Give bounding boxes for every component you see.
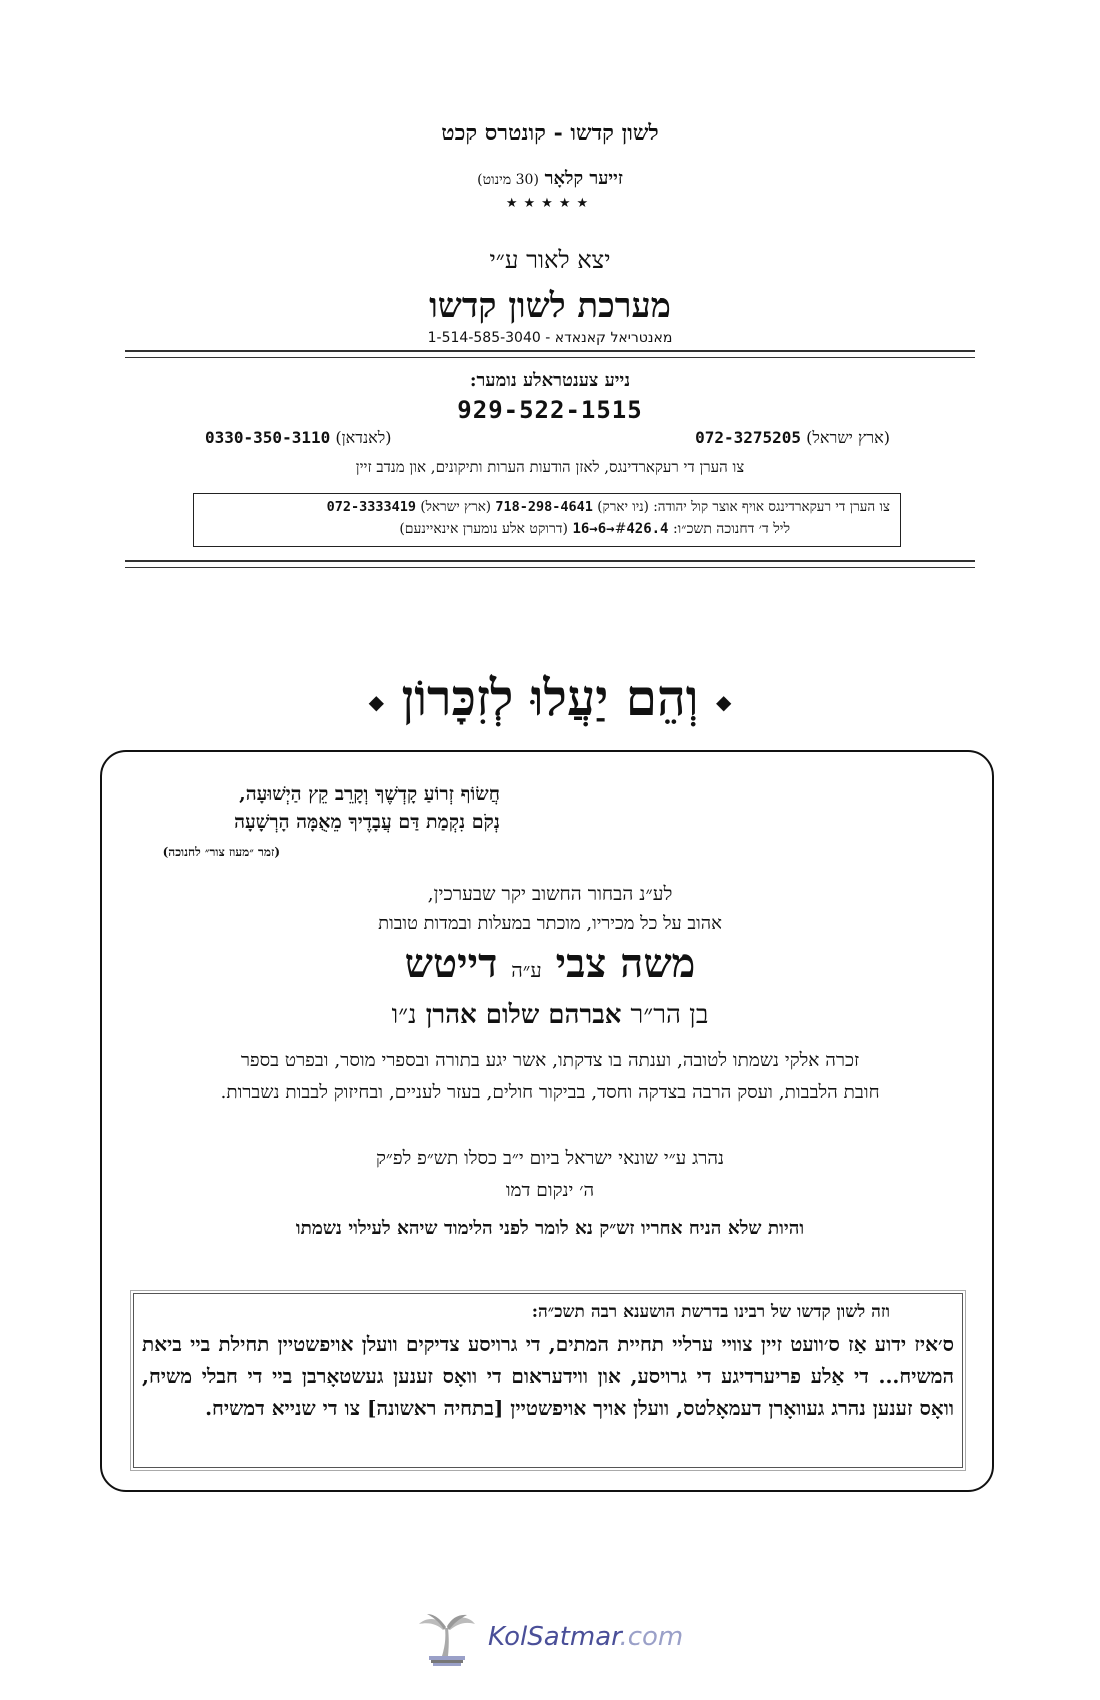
murder-date: נהרג ע״י שונאי ישראל ביום י״ב כסלו תש״פ לפ״ק: [375, 1148, 724, 1169]
logo-wordmark: [488, 1622, 683, 1652]
headline-text: וְהֵם יַעֲלוּ לְזִכָּרוֹן: [401, 668, 699, 727]
name-honorific: ע״ה: [511, 958, 542, 982]
info-line-2: [399, 521, 790, 538]
info-code: 426.4→6→16: [572, 521, 669, 537]
header-divider-top: [125, 350, 975, 358]
phone-london-label: (לאנדאן): [335, 428, 392, 447]
palm-tree-books-icon: [415, 1612, 479, 1667]
diamond-icon: ◆: [715, 690, 732, 714]
name-first: משה צבי: [555, 940, 696, 987]
info-ny-number: 718-298-4641: [495, 499, 593, 515]
info-line-1: [327, 499, 890, 515]
father-prefix: בן הר״ר: [630, 1000, 709, 1030]
deceased-name: [0, 940, 1100, 987]
praise-text: זכרה אלקי נשמתו לטובה, וענתה בו צדקתו, אשר יגע בתורה ובספרי מוסר, ובפרט בספר חובת הלבבות, ועסק הרבה בצדקה וחסד, בביקור חולים, בעזר לעניים, ובחיזוק לבבות נשברות.: [220, 1050, 880, 1103]
kaddish-request: והיות שלא הניח אחריו זש״ק נא לומר לפני הלימוד שיהא לעילוי נשמתו: [295, 1218, 805, 1239]
avenge-line: ה׳ ינקום דמו: [505, 1180, 595, 1201]
dedication-line-2: אהוב על כל מכיריו, מוכתר במעלות ובמדות טובות: [378, 913, 722, 934]
quote-body: ס׳איז ידוע אַז ס׳וועט זיין צוויי ערליי תחיית המתים, די גרויסע צדיקים וועלן אויפשטיין תחילת ביי ביאת המשיח... די אַלע פריערדיגע די גרויסע, און ווידעראום די וואָס זענען געשטאָרבן ביי די חבלי משיח, וואָס זענען נהרג געוואָרן דעמאָלטס, וועלן אויך אויפשטיין [בתחיה ראשונה] צו די שנייא דמשיח.: [142, 1332, 954, 1420]
published-by: יצא לאור ע״י: [489, 246, 611, 274]
booklet-subtitle: [0, 168, 1100, 189]
phone-israel: [695, 428, 890, 448]
kolsatmar-logo: [415, 1612, 695, 1667]
logo-domain: .com: [619, 1622, 684, 1652]
hotline-number: 929-522-1515: [457, 396, 643, 424]
father-name: [0, 1000, 1100, 1030]
hotline-label: נייע צענטראלע נומער:: [469, 370, 631, 391]
dedication-line-1: לע״נ הבחור החשוב יקר שבערכין,: [427, 883, 673, 905]
subtitle-duration: (30 מינוט): [477, 172, 539, 188]
stars-divider: ★★★★★: [505, 196, 595, 211]
father-suffix: נ״ו: [391, 1000, 417, 1030]
father-name-text: אברהם שלום אהרן: [425, 1000, 622, 1030]
logo-name: KolSatmar: [488, 1622, 620, 1652]
quote-heading: וזה לשון קדשו של רבינו בדרשת הושענא רבה תשכ״ה:: [531, 1302, 890, 1322]
info-line-1-text: צו הערן די רעקארדינגס אויף אוצר קול יהודה: (ניו יארק): [597, 499, 890, 515]
subtitle-name: זייער קלאָר: [544, 168, 623, 189]
phone-israel-label: (ארץ ישראל): [806, 428, 890, 447]
poem-line-2: נְקֹם נִקְמַת דַּם עֲבָדֶיךָ מֵאֻמָּה הָרְשָׁעָה: [234, 811, 500, 833]
headline: [0, 668, 1100, 727]
poem-source: (זמר ״מעוז צור״ לחנוכה): [162, 845, 280, 859]
phone-london: [205, 428, 391, 448]
phone-israel-number: 072-3275205: [695, 428, 802, 447]
name-last: דייטש: [404, 940, 498, 987]
info-line-2-note: (דרוקט אלע נומערן אינאיינעם): [399, 521, 568, 537]
hotline-note: צו הערן די רעקארדינגס, לאזן הודעות הערות ותיקונים, און מנדב זיין: [355, 458, 745, 476]
poem-line-1: חֲשׂוֹף זְרוֹעַ קָדְשֶׁךָ וְקָרֵב קֵץ הַיְשׁוּעָה,: [239, 783, 500, 805]
header-divider-bottom: [125, 560, 975, 568]
poem: [234, 780, 500, 836]
info-il-label: (ארץ ישראל): [420, 499, 492, 515]
booklet-title: לשון קדשו - קונטרס קכט: [441, 120, 659, 146]
diamond-icon: ◆: [368, 690, 385, 714]
recordings-info-box: [193, 493, 901, 547]
publisher-name: מערכת לשון קדשו: [429, 286, 671, 326]
info-il-number: 072-3333419: [326, 499, 417, 515]
publisher-address: מאנטריאל קאנאדא - 1-514-585-3040: [427, 330, 673, 346]
phone-london-number: 0330-350-3110: [205, 428, 331, 447]
info-line-2-text: ליל ד׳ דחנוכה תשכ״ו: #: [614, 521, 790, 537]
